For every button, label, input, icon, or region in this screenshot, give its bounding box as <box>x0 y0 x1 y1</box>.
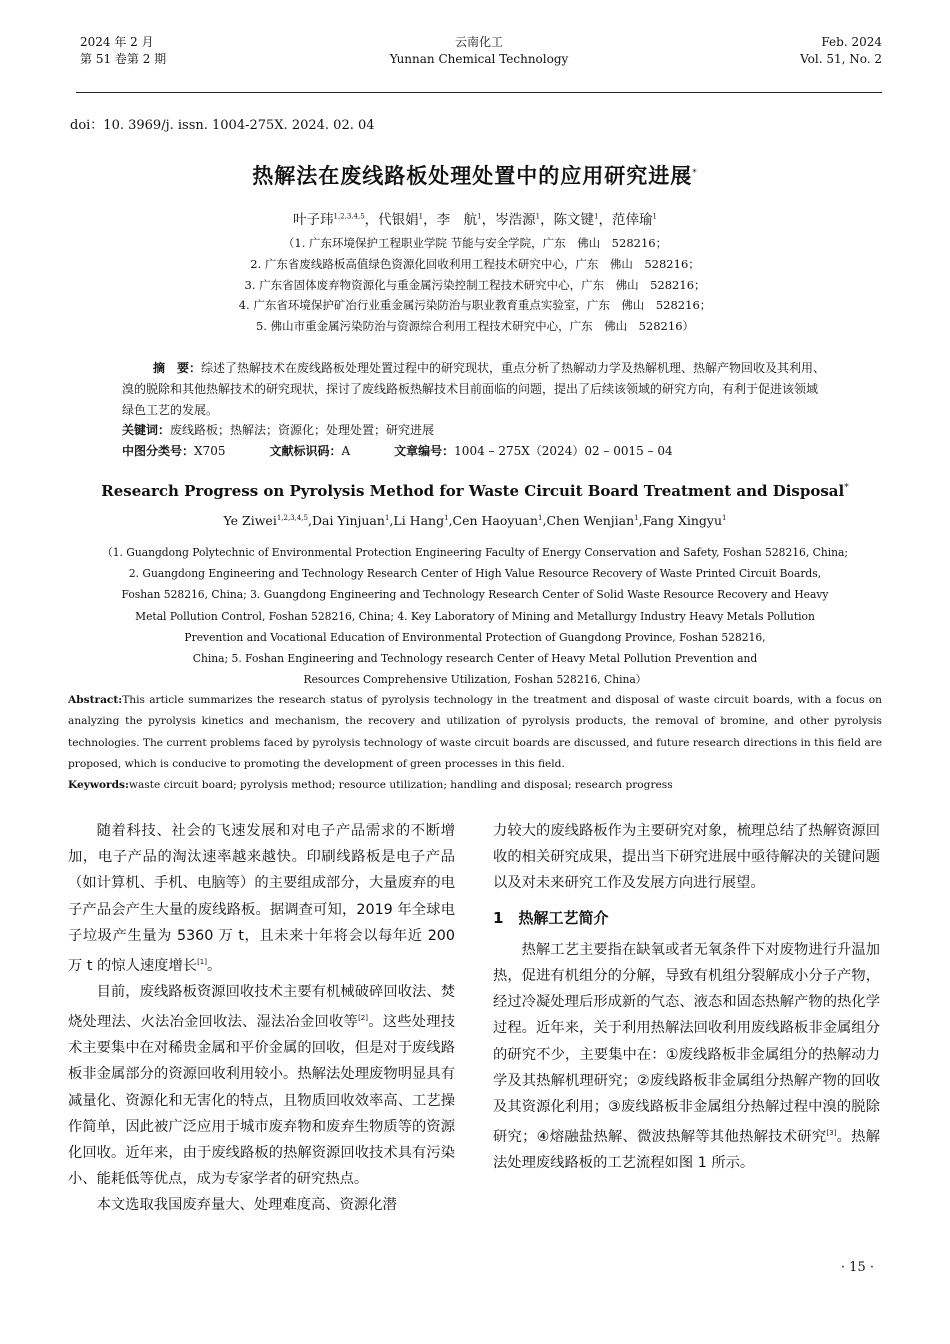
body-paragraph: 目前，废线路板资源回收技术主要有机械破碎回收法、焚烧处理法、火法冶金回收法、湿法冶金回收等[2]。这些处理技术主要集中在对稀贵金属和平价金属的回收，但是对于废线路板非金属部分的资源回收利用较小。热解法处理废物明显具有减量化、资源化和无害化的特点，且物质回收效率高、工艺操作简单，因此被广泛应用于城市废弃物和废弃生物质等的资源化回收。近年来，由于废线路板的热解资源回收技术具有污染小、能耗低等优点，成为专家学者的研究热点。 <box>68 983 456 1188</box>
citation[interactable]: [1] <box>197 958 207 967</box>
doi: doi：10. 3969/j. issn. 1004-275X. 2024. 02. 04 <box>70 118 375 133</box>
abstract-text: 综述了热解技术在废线路板处理处置过程中的研究现状，重点分析了热解动力学及热解机理、热解产物回收及其利用、溴的脱除和其他热解技术的研究现状，探讨了废线路板热解技术目前面临的问题，提出了后续该领域的研究方向，有利于促进该领域绿色工艺的发展。 <box>122 361 826 417</box>
affiliation-line: 4. 广东省环境保护矿冶行业重金属污染防治与职业教育重点实验室，广东 佛山 528216； <box>238 298 712 313</box>
author: 陈文键$^1$ <box>553 212 599 228</box>
header-right <box>800 34 882 68</box>
title-text: 热解法在废线路板处理处置中的应用研究进展 <box>252 164 693 188</box>
english-keywords-label: Keywords: <box>68 779 129 792</box>
english-abstract <box>68 690 882 796</box>
section-heading: 1 热解工艺简介 <box>493 908 609 927</box>
english-keywords-line <box>68 775 882 796</box>
paper-title <box>0 160 950 190</box>
affiliation-line: 2. 广东省废线路板高值绿色资源化回收利用工程技术研究中心，广东 佛山 528216； <box>250 256 700 271</box>
abstract-paragraph <box>122 358 828 420</box>
english-abstract-text: This article summarizes the research status of pyrolysis technology in the treatment and disposal of waste circuit boards, with a focus on analyzing the pyrolysis kinetics and mechanism, the recovery and utilization of pyrolysis products, the removal of bromine, and other pyrolysis technologies. The current problems faced by pyrolysis technology of waste circuit boards are discussed, and future research directions in this field are proposed, which is conducive to promoting the development of green processes in this field. <box>68 694 882 770</box>
keywords-text: 废线路板；热解法；资源化；处理处置；研究进展 <box>170 423 435 438</box>
english-title-mark: * <box>844 483 849 493</box>
author: Fang Xingyu$^1$ <box>642 513 727 528</box>
title-footnote-mark: * <box>692 168 698 178</box>
author: 岑浩源$^1$ <box>495 212 541 228</box>
keywords-line <box>122 420 828 441</box>
english-affiliation-line: Metal Pollution Control, Foshan 528216, China; 4. Key Laboratory of Mining and Metallurgy Industry Heavy Metals Pollution <box>135 609 815 623</box>
body-column-right <box>493 818 880 1176</box>
affiliation-line: 3. 广东省固体废弃物资源化与重金属污染控制工程技术研究中心，广东 佛山 528216； <box>244 277 706 292</box>
body-paragraph: 本文选取我国废弃量大、处理难度高、资源化潜 <box>96 1197 397 1214</box>
author: Dai Yinjuan$^1$ <box>311 513 390 528</box>
keywords-label: 关键词： <box>122 423 171 438</box>
header-date-en: Feb. 2024 <box>821 35 882 49</box>
citation[interactable]: [3] <box>826 1129 837 1138</box>
english-abstract-label: Abstract: <box>68 694 123 706</box>
clc-value: X705 <box>194 444 226 459</box>
english-abstract-paragraph <box>68 690 882 775</box>
running-header <box>76 34 882 90</box>
english-title-text: Research Progress on Pyrolysis Method for Waste Circuit Board Treatment and Disposal <box>101 482 845 500</box>
author: Li Hang$^1$ <box>393 513 449 528</box>
affiliation-line: （1. 广东环境保护工程职业学院 节能与安全学院，广东 佛山 528216； <box>282 236 668 250</box>
english-title <box>0 482 950 500</box>
body-paragraph: 热解工艺主要指在缺氧或者无氧条件下对废物进行升温加热，促进有机组分的分解，导致有机组分裂解成小分子产物，经过冷凝处理后形成新的气态、液态和固态热解产物的热化学过程。近年来，关于利用热解法回收利用废线路板非金属组分的研究不少，主要集中在：①废线路板非金属组分的热解动力学及其热解机理研究；②废线路板非金属组分热解产物的回收及其资源化利用；③废线路板非金属组分热解过程中溴的脱除研究；④熔融盐热解、微波热解等其他热解技术研究[3]。热解法处理废线路板的工艺流程如图 1 所示。 <box>493 941 880 1172</box>
english-affiliation-line: （1. Guangdong Polytechnic of Environmental Protection Engineering Faculty of Energy Conservation and Safety, Foshan 528216, China; <box>102 546 848 559</box>
doc-code-value: A <box>341 444 351 459</box>
author: Ye Ziwei$^{1,2,3,4,5}$ <box>223 513 308 528</box>
citation[interactable]: [2] <box>358 1014 368 1023</box>
english-author-list: Ye Ziwei$^{1,2,3,4,5}$,Dai Yinjuan$^1$,Li Hang$^1$,Cen Haoyuan$^1$,Chen Wenjian$^1$,Fang Xingyu$^1$ <box>223 513 727 528</box>
header-rule <box>76 92 882 93</box>
body-paragraph: 随着科技、社会的飞速发展和对电子产品需求的不断增加，电子产品的淘汰速率越来越快。印刷线路板是电子产品（如计算机、手机、电脑等）的主要组成部分，大量废弃的电子产品会产生大量的废线路板。据调查可知，2019 年全球电子垃圾产生量为 5360 万 t，且未来十年将会以每年近 200 万 t 的惊人速度增长[1]。 <box>68 823 455 974</box>
page-number: · 15 · <box>840 1260 874 1275</box>
author-list: 叶子玮$^{1,2,3,4,5}$，代银娟$^1$，李 航$^1$，岑浩源$^1$，陈文键$^1$，范倖瑜$^1$ <box>292 212 657 228</box>
article-no-label: 文章编号： <box>394 444 455 459</box>
affiliation-line: 5. 佛山市重金属污染防治与资源综合利用工程技术研究中心，广东 佛山 528216） <box>255 319 695 334</box>
author: 李 航$^1$ <box>436 212 482 228</box>
header-journal-cn: 云南化工 <box>454 35 503 49</box>
body-paragraph: 力较大的废线路板作为主要研究对象，梳理总结了热解资源回收的相关研究成果，提出当下研究进展中亟待解决的关键问题以及对未来研究工作及发展方向进行展望。 <box>493 823 880 892</box>
header-volume-en: Vol. 51, No. 2 <box>800 52 882 66</box>
header-volume: 第 51 卷第 2 期 <box>80 52 167 66</box>
clc-label: 中图分类号： <box>122 444 195 459</box>
english-affiliation-line: China; 5. Foshan Engineering and Technology research Center of Heavy Metal Pollution Prevention and <box>192 652 758 666</box>
author: Cen Haoyuan$^1$ <box>452 513 543 528</box>
author: 叶子玮$^{1,2,3,4,5}$ <box>292 212 365 228</box>
english-keywords-text: waste circuit board; pyrolysis method; resource utilization; handling and disposal; research progress <box>128 779 673 792</box>
english-affiliations <box>60 542 890 690</box>
english-affiliation-line: Prevention and Vocational Education of Environmental Protection of Guangdong Province, Foshan 528216, <box>184 630 766 644</box>
author: Chen Wenjian$^1$ <box>546 513 639 528</box>
cn-abstract <box>122 358 828 462</box>
abstract-label: 摘 要： <box>153 361 202 375</box>
affiliations <box>0 233 950 337</box>
header-journal <box>76 34 882 68</box>
doc-code-label: 文献标识码： <box>269 444 342 459</box>
classification-line <box>122 441 828 462</box>
article-no-value: 1004 – 275X（2024）02 – 0015 – 04 <box>454 444 673 459</box>
author: 范倖瑜$^1$ <box>612 212 657 228</box>
english-affiliation-line: Resources Comprehensive Utilization, Foshan 528216, China） <box>303 673 647 687</box>
english-affiliation-line: Foshan 528216, China; 3. Guangdong Engineering and Technology Research Center of Solid Waste Resource Recovery and Heavy <box>121 588 829 602</box>
header-date: 2024 年 2 月 <box>80 35 154 49</box>
body-column-left <box>68 818 455 1219</box>
header-journal-en: Yunnan Chemical Technology <box>389 52 569 66</box>
author: 代银娟$^1$ <box>378 212 424 228</box>
english-affiliation-line: 2. Guangdong Engineering and Technology Research Center of High Value Resource Recovery of Waste Printed Circuit Boards, <box>128 567 822 581</box>
